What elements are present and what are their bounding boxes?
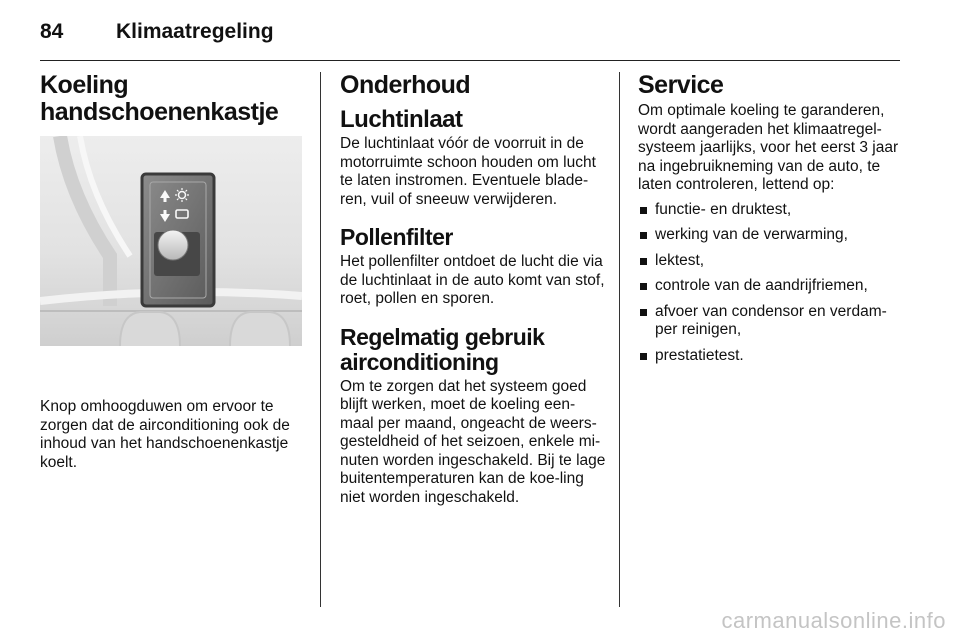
bullet-square-icon [640,283,647,290]
page-number: 84 [40,20,64,43]
bullet-square-icon [640,258,647,265]
regular-use-heading: Regelmatig gebruik airconditioning [340,323,545,375]
air-inlet-body: De luchtinlaat vóór de voorruit in de motorruimte schoon houden om lucht te laten instromen. Eventuele blade-ren, vuil of sneeuw verwijderen. [340,135,596,208]
page-header [40,18,920,58]
glovebox-cooling-switch-icon [40,136,302,346]
bullet-square-icon [640,232,647,239]
column-divider-2 [619,72,620,607]
list-item: prestatietest. [638,347,908,366]
column-glovebox-cooling [40,72,302,472]
service-heading: Service [638,71,724,99]
maintenance-heading: Onderhoud [340,71,471,99]
list-item: functie- en druktest, [638,201,908,220]
pollen-filter-heading: Pollenfilter [340,224,453,250]
bullet-square-icon [640,309,647,316]
column-maintenance [340,72,606,507]
glovebox-heading: Koeling handschoenenkastje [40,71,279,126]
service-intro: Om optimale koeling te garanderen, wordt aangeraden het klimaatregel-systeem jaarlijks, voor het eerst 3 jaar na ingebruikneming van de auto, te laten controleren, lettend op: [638,102,899,193]
list-item: afvoer van condensor en verdam-per reinigen, [638,303,908,340]
column-divider-1 [320,72,321,607]
list-item: controle van de aandrijfriemen, [638,277,908,296]
header-rule [40,60,900,61]
column-service [638,72,908,372]
watermark: carmanualsonline.info [721,608,946,633]
pollen-filter-body: Het pollenfilter ontdoet de lucht die via de luchtinlaat in de auto komt van stof, roet, pollen en sporen. [340,253,605,307]
bullet-square-icon [640,353,647,360]
service-checklist [638,201,908,366]
regular-use-body: Om te zorgen dat het systeem goed blijft werken, moet de koeling een-maal per maand, ongeacht de weers-gesteldheid of het seizoen, enkele mi-nuten worden ingeschakeld. Bij te lage buitentemperaturen kan de koe-ling niet worden ingeschakeld. [340,377,606,506]
air-inlet-heading: Luchtinlaat [340,106,463,133]
list-item: lektest, [638,252,908,271]
bullet-square-icon [640,207,647,214]
glovebox-body: Knop omhoogduwen om ervoor te zorgen dat de airconditioning ook de inhoud van het handschoenenkastje koelt. [40,398,290,471]
chapter-title: Klimaatregeling [116,20,274,43]
list-item: werking van de verwarming, [638,226,908,245]
